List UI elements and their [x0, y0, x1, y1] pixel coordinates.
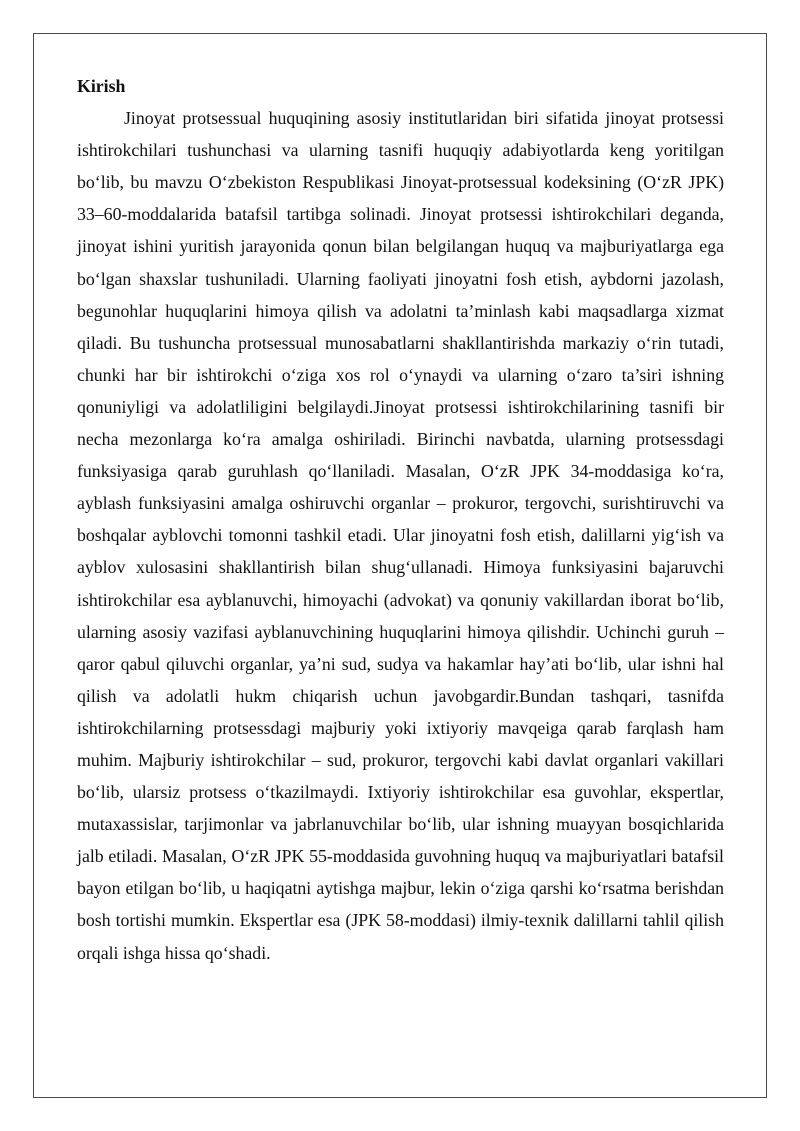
body-paragraph: Jinoyat protsessual huquqining asosiy institutlaridan biri sifatida jinoyat protsessi ishtirokchilari tushunchasi va ularning tasnifi huquqiy adabiyotlarda keng yoritilgan bo‘lib, bu mavzu O‘zbekiston Respublikasi Jinoyat-protsessual kodeksining (O‘zR JPK) 33–60-moddalarida batafsil tartibga solinadi. Jinoyat protsessi ishtirokchilari deganda, jinoyat ishini yuritish jarayonida qonun bilan belgilangan huquq va majburiyatlarga ega bo‘lgan shaxslar tushuniladi. Ularning faoliyati jinoyatni fosh etish, aybdorni jazolash, begunohlar huquqlarini himoya qilish va adolatni ta’minlash kabi maqsadlarga xizmat qiladi. Bu tushuncha protsessual munosabatlarni shakllantirishda markaziy o‘rin tutadi, chunki har bir ishtirokchi o‘ziga xos rol o‘ynaydi va ularning o‘zaro ta’siri ishning qonuniyligi va adolatliligini belgilaydi.Jinoyat protsessi ishtirokchilarining tasnifi bir necha mezonlarga ko‘ra amalga oshiriladi. Birinchi navbatda, ularning protsessdagi funksiyasiga qarab guruhlash qo‘llaniladi. Masalan, O‘zR JPK 34-moddasiga ko‘ra, ayblash funksiyasini amalga oshiruvchi organlar – prokuror, tergovchi, surishtiruvchi va boshqalar ayblovchi tomonni tashkil etadi. Ular jinoyatni fosh etish, dalillarni yig‘ish va ayblov xulosasini shakllantirish bilan shug‘ullanadi. Himoya funksiyasini bajaruvchi ishtirokchilar esa ayblanuvchi, himoyachi (advokat) va qonuniy vakillardan iborat bo‘lib, ularning asosiy vazifasi ayblanuvchining huquqlarini himoya qilishdir. Uchinchi guruh – qaror qabul qiluvchi organlar, ya’ni sud, sudya va hakamlar hay’ati bo‘lib, ular ishni hal qilish va adolatli hukm chiqarish uchun javobgardir.Bundan tashqari, tasnifda ishtirokchilarning protsessdagi majburiy yoki ixtiyoriy mavqeiga qarab farqlash ham muhim. Majburiy ishtirokchilar – sud, prokuror, tergovchi kabi davlat organlari vakillari bo‘lib, ularsiz protsess o‘tkazilmaydi. Ixtiyoriy ishtirokchilar esa guvohlar, ekspertlar, mutaxassislar, tarjimonlar va jabrlanuvchilar bo‘lib, ular ishning muayyan bosqichlarida jalb etiladi. Masalan, O‘zR JPK 55-moddasida guvohning huquq va majburiyatlari batafsil bayon etilgan bo‘lib, u haqiqatni aytishga majbur, lekin o‘ziga qarshi ko‘rsatma berishdan bosh tortishi mumkin. Ekspertlar esa (JPK 58-moddasi) ilmiy-texnik dalillarni tahlil qilish orqali ishga hissa qo‘shadi.	[77, 108, 724, 963]
section-heading: Kirish	[77, 76, 126, 96]
document-content	[77, 70, 724, 969]
